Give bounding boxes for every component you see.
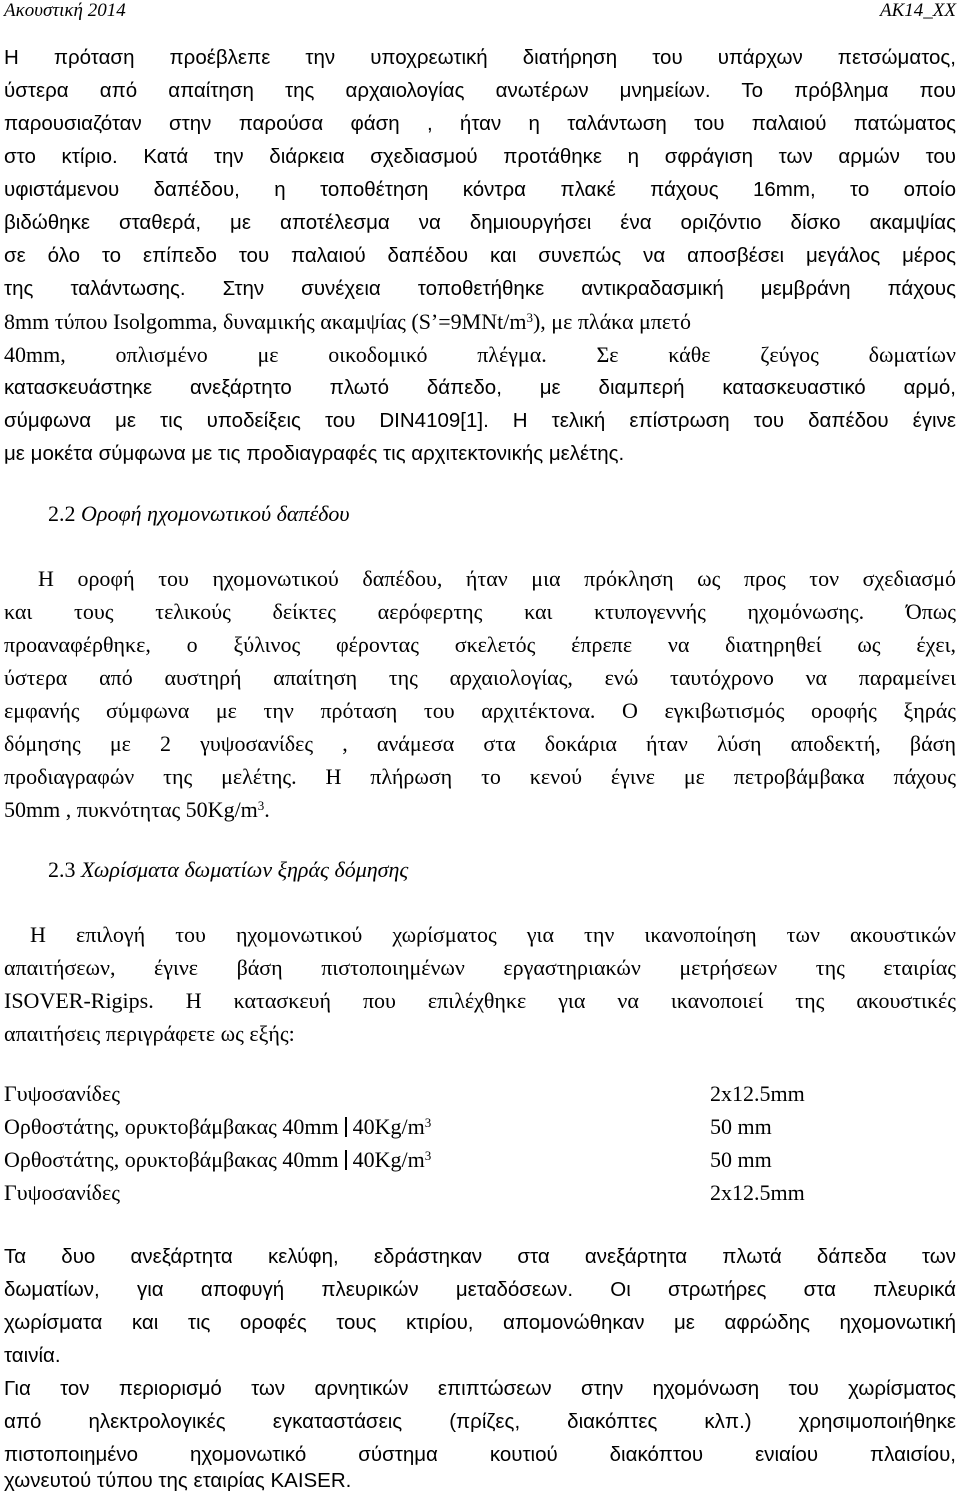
text-line: σε όλο το επίπεδο του παλαιού δαπέδου και συνεπώς να αποσβέσει μεγάλος μέρος	[4, 244, 956, 267]
text-line: 40mm, οπλισμένο με οικοδομικό πλέγμα. Σε κάθε ζεύγος δωματίων	[4, 342, 956, 367]
text-segment: 8mm τύπου Isolgomma, δυναμικής ακαμψίας $(S’=9MNt/m^3)$, με πλάκα μπετό	[4, 309, 692, 334]
material-name: Ορθοστάτης, ορυκτοβάμβακας 40mm $40Kg/m^3$	[4, 1147, 432, 1172]
text-line: 50mm , πυκνότητας $50Kg/m^3$.	[4, 797, 270, 822]
material-name: Γυψοσανίδες	[4, 1180, 120, 1205]
material-value: 50 mm	[710, 1147, 772, 1172]
text-line: προδιαγραφών της μελέτης. Η πλήρωση το κενού έγινε με πετροβάμβακα πάχους	[4, 764, 956, 789]
text-line: βιδώθηκε σταθερά, με αποτέλεσμα να δημιουργήσει ένα οριζόντιο δίσκο ακαμψίας	[4, 211, 956, 234]
material-name: Γυψοσανίδες	[4, 1081, 120, 1106]
header-title: Ακουστική 2014	[4, 0, 126, 21]
text-line: της ταλάντωσης. Στην συνέχεια τοποθετήθηκε αντικραδασμική μεμβράνη πάχους	[4, 277, 956, 300]
text-line: ύστερα από απαίτηση της αρχαιολογίας ανωτέρων μνημείων. Το πρόβλημα που	[4, 79, 956, 102]
text-line: πιστοποιημένο ηχομονωτικό σύστημα κουτιού διακόπτου ενιαίου πλαισίου,	[4, 1443, 956, 1466]
text-line: δόμησης με 2 γυψοσανίδες , ανάμεσα στα δοκάρια ήταν λύση αποδεκτή, βάση	[4, 731, 956, 756]
text-line: και τους τελικούς δείκτες αερόφερτης και κτυπογεννής ηχομόνωσης. Όπως	[4, 599, 956, 624]
header-code: ΑΚ14_XX	[880, 0, 956, 21]
text-line: απαιτήσεις περιγράφετε ως εξής:	[4, 1021, 295, 1046]
text-line: σύμφωνα με τις υποδείξεις του DIN4109[1]. Η τελική επίστρωση του δαπέδου έγινε	[4, 409, 956, 432]
text-line: υφιστάμενου δαπέδου, η τοποθέτηση κόντρα πλακέ πάχους 16mm, το οποίο	[4, 178, 956, 201]
text-line: εμφανής σύμφωνα με την πρόταση του αρχιτέκτονα. Ο εγκιβωτισμός οροφής ξηράς	[4, 698, 956, 723]
material-name: Ορθοστάτης, ορυκτοβάμβακας 40mm $40Kg/m^3$	[4, 1114, 432, 1139]
text-line: από ηλεκτρολογικές εγκαταστάσεις (πρίζες, διακόπτες κλπ.) χρησιμοποιήθηκε	[4, 1410, 956, 1433]
material-value: 50 mm	[710, 1114, 772, 1139]
material-value: 2x12.5mm	[710, 1180, 805, 1205]
text-line: στο κτίριο. Κατά την διάρκεια σχεδιασμού προτάθηκε η σφράγιση των αρμών του	[4, 145, 956, 168]
text-line: παρουσιαζόταν στην παρούσα φάση , ήταν η ταλάντωση του παλαιού πατώματος	[4, 112, 956, 135]
text-line: κατασκευάστηκε ανεξάρτητο πλωτό δάπεδο, με διαμπερή κατασκευαστικό αρμό,	[4, 376, 956, 399]
text-line: Η επιλογή του ηχομονωτικού χωρίσματος για την ικανοποίηση των ακουστικών	[30, 922, 956, 947]
text-line: χωρίσματα και τις οροφές τους κτιρίου, απομονώθηκαν με αφρώδης ηχομονωτική	[4, 1311, 956, 1334]
separator-bar	[345, 1150, 347, 1170]
text-line	[4, 308, 956, 336]
text-line: με μοκέτα σύμφωνα με τις προδιαγραφές τις αρχιτεκτονικής μελέτης.	[4, 442, 625, 465]
text-line: Η οροφή του ηχομονωτικού δαπέδου, ήταν μια πρόκληση ως προς τον σχεδιασμό	[38, 566, 956, 591]
text-line: ταινία.	[4, 1344, 61, 1367]
text-line: απαιτήσεων, έγινε βάση πιστοποιημένων εργαστηριακών μετρήσεων της εταιρίας	[4, 955, 956, 980]
text-line: ύστερα από αυστηρή απαίτηση της αρχαιολογίας, ενώ ταυτόχρονο να παραμείνει	[4, 665, 956, 690]
separator-bar	[345, 1117, 347, 1137]
section-heading: 2.2 Οροφή ηχομονωτικού δαπέδου	[48, 501, 350, 526]
text-line: προαναφέρθηκε, ο ξύλινος φέροντας σκελετός έπρεπε να διατηρηθεί ως έχει,	[4, 632, 956, 657]
section-heading: 2.3 Χωρίσματα δωματίων ξηράς δόμησης	[48, 857, 409, 882]
text-line: δωματίων, για αποφυγή πλευρικών μεταδόσεων. Οι στρωτήρες στα πλευρικά	[4, 1278, 956, 1301]
text-line: ISOVER-Rigips. Η κατασκευή που επιλέχθηκε για να ικανοποιεί της ακουστικές	[4, 988, 956, 1013]
text-line: χωνευτού τύπου της εταιρίας KAISER.	[4, 1469, 352, 1492]
text-line: Για τον περιορισμό των αρνητικών επιπτώσεων στην ηχομόνωση του χωρίσματος	[4, 1377, 956, 1400]
text-line: Τα δυο ανεξάρτητα κελύφη, εδράστηκαν στα ανεξάρτητα πλωτά δάπεδα των	[4, 1245, 956, 1268]
material-value: 2x12.5mm	[710, 1081, 805, 1106]
text-line: Η πρόταση προέβλεπε την υποχρεωτική διατήρηση του υπάρχων πετσώματος,	[4, 46, 956, 69]
